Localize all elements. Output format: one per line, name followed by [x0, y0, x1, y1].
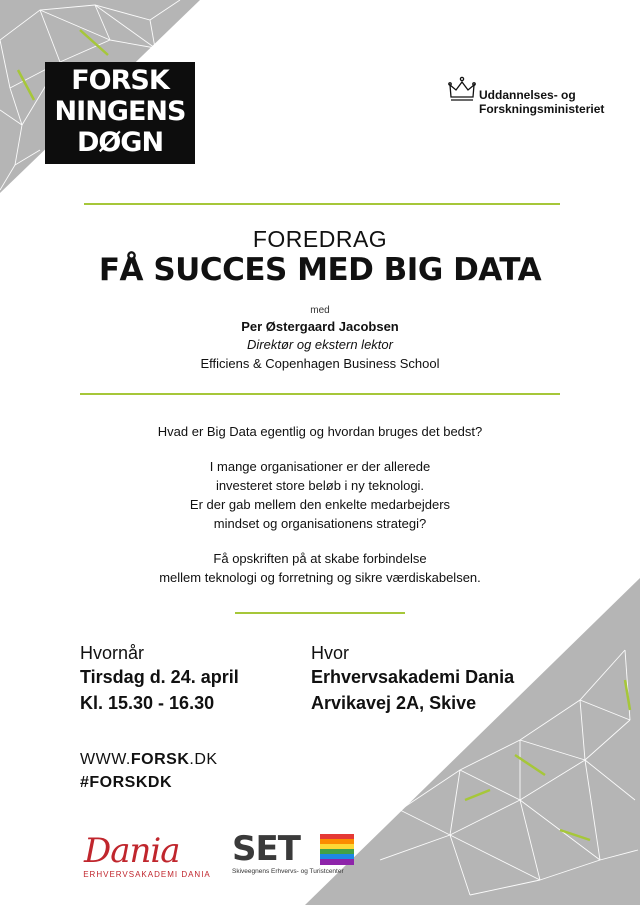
divider-line — [80, 393, 560, 395]
website-link[interactable] — [80, 751, 218, 769]
speaker-organization: Efficiens & Copenhagen Business School — [200, 356, 440, 371]
when-label: Hvornår — [80, 643, 145, 663]
set-wordmark: SET — [232, 829, 300, 869]
ministry-name-line2: Forskningsministeriet — [479, 102, 605, 116]
description-line: I mange organisationer er der allerede — [209, 459, 431, 474]
description-line: mellem teknologi og forretning og sikre værdiskabelsen. — [159, 570, 481, 585]
with-label: med — [310, 305, 330, 316]
event-type: FOREDRAG — [252, 226, 388, 252]
description-line: investeret store beløb i ny teknologi. — [215, 478, 425, 493]
set-subtitle: Skiveegnens Erhvervs- og Turistcenter — [232, 868, 344, 875]
crown-icon — [448, 76, 476, 102]
ministry-name-line1: Uddannelses- og — [479, 88, 576, 102]
description-line: Er der gab mellem den enkelte medarbejders — [189, 497, 451, 512]
speaker-name: Per Østergaard Jacobsen — [241, 319, 399, 334]
forskningens-dogn-logo — [45, 62, 195, 164]
website-suffix: .DK — [189, 751, 218, 768]
event-address: Arvikavej 2A, Skive — [311, 693, 477, 713]
event-time: Kl. 15.30 - 16.30 — [80, 693, 215, 713]
description-line: mindset og organisationens strategi? — [213, 516, 427, 531]
divider-line — [235, 612, 405, 614]
dania-subtitle: ERHVERVSAKADEMI DANIA — [83, 870, 211, 879]
logo-line: NINGENS — [54, 96, 186, 127]
divider-line — [84, 203, 560, 205]
website-bold: FORSK — [130, 751, 190, 768]
description-line: Få opskriften på at skabe forbindelse — [213, 551, 427, 566]
dania-logo — [82, 828, 212, 879]
event-venue: Erhvervsakademi Dania — [311, 667, 515, 687]
speaker-role: Direktør og ekstern lektor — [247, 337, 393, 352]
rainbow-stripes-icon — [320, 834, 354, 866]
where-label: Hvor — [311, 643, 350, 663]
website-prefix: WWW. — [80, 751, 131, 768]
dania-wordmark: Dania — [84, 831, 180, 868]
description-line: Hvad er Big Data egentlig og hvordan bruges det bedst? — [157, 424, 483, 439]
logo-line: FORSK — [71, 65, 169, 96]
hashtag: #FORSKDK — [80, 774, 173, 791]
event-date: Tirsdag d. 24. april — [80, 667, 239, 687]
event-title: FÅ SUCCES MED BIG DATA — [98, 252, 542, 288]
dania-wordmark-graphic — [82, 828, 212, 868]
logo-line: DØGN — [76, 127, 164, 158]
